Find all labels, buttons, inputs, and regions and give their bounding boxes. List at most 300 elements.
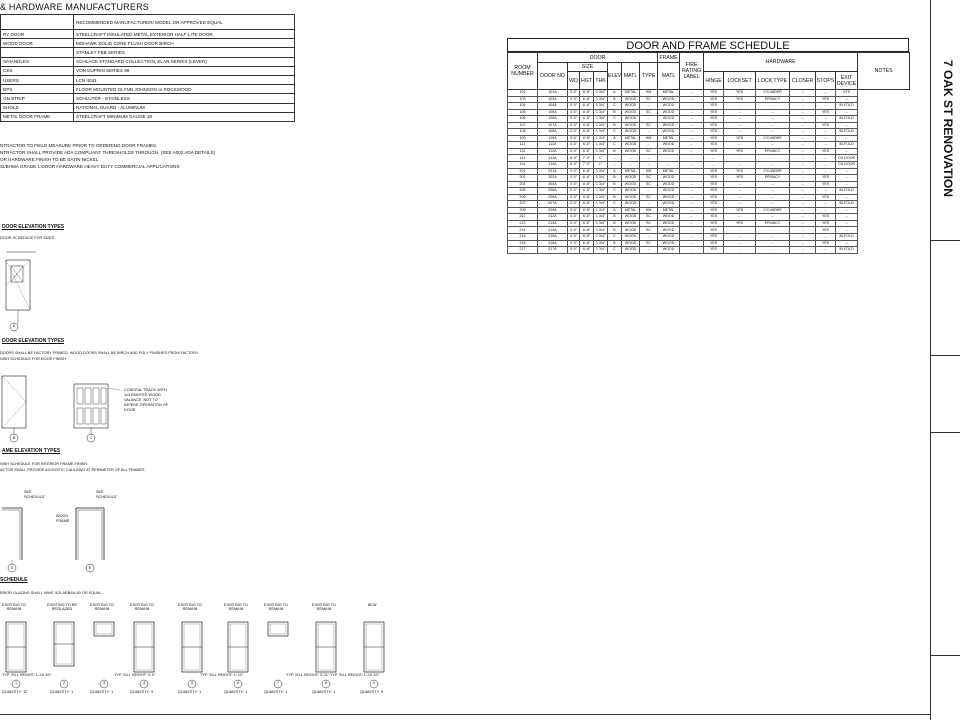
table-cell: 6'-8" (580, 109, 594, 116)
table-cell: 201 (508, 168, 538, 175)
table-cell: B (608, 96, 622, 103)
table-cell: -- (680, 227, 704, 234)
table-cell: 105A (538, 109, 568, 116)
th-room: ROOM NUMBER (508, 53, 538, 90)
table-cell: -- (790, 214, 816, 221)
table-cell: -- (724, 247, 756, 254)
table-cell: YES (704, 90, 724, 97)
table-cell: CYLINDER (756, 168, 790, 175)
sill-height-4: TYP. SILL HEIGHT: 3'-11" (286, 673, 330, 677)
table-cell: WOOD (622, 188, 640, 195)
table-cell: 2'-0" (568, 129, 580, 136)
table-cell: HM (640, 135, 658, 142)
table-cell: SC (640, 175, 658, 182)
th-exit: EXIT DEVICE (836, 72, 858, 90)
hardware-row (1, 75, 295, 84)
table-cell: -- (680, 142, 704, 149)
table-cell: WOOD (658, 103, 680, 110)
table-cell: 3'-0" (568, 109, 580, 116)
table-cell: WOOD (658, 240, 680, 247)
table-cell: 6'-8" (580, 207, 594, 214)
table-cell: 215 (508, 234, 538, 241)
table-cell: PRIVACY (756, 148, 790, 155)
table-cell: -- (790, 168, 816, 175)
conceal-track-note: CONCEAL TRACK WITH 1x3 PAINTED WOOD VALANCE, NOT TO IMPEDE OPERATION OF DOOR (124, 388, 169, 412)
table-cell: 6'-8" (580, 214, 594, 221)
table-cell: 1 3/4" (594, 214, 608, 221)
table-cell: 6'-8" (580, 227, 594, 234)
table-cell: -- (816, 234, 836, 241)
table-cell: BI-FOLD (836, 234, 858, 241)
hardware-item: S/HANDLES (1, 57, 74, 66)
table-cell: C (608, 129, 622, 136)
table-cell: -- (790, 247, 816, 254)
table-cell: 205 (508, 188, 538, 195)
table-cell: -- (640, 247, 658, 254)
table-cell: -- (680, 155, 704, 162)
table-cell: 207A (538, 201, 568, 208)
table-cell: WOOD (622, 234, 640, 241)
table-cell: 6'-8" (580, 234, 594, 241)
window-quantity: QUANTITY: 5 (360, 690, 384, 694)
table-cell: WOOD (658, 148, 680, 155)
table-cell: -- (756, 129, 790, 136)
table-cell: -- (680, 194, 704, 201)
table-cell: 3'-0" (568, 142, 580, 149)
table-cell: YES (704, 109, 724, 116)
table-cell: -- (756, 122, 790, 129)
hardware-row (1, 39, 295, 48)
table-cell: -- (816, 155, 836, 162)
table-cell: -- (724, 129, 756, 136)
hardware-notes (0, 142, 215, 170)
table-cell: -- (816, 142, 836, 149)
table-cell: -- (836, 168, 858, 175)
sill-height-3: TYP. SILL HEIGHT: 1'-10" (200, 673, 244, 677)
table-cell: 104 (508, 103, 538, 110)
table-cell: -- (724, 142, 756, 149)
table-cell: WOOD (658, 194, 680, 201)
table-cell: 6'-8" (580, 175, 594, 182)
table-cell: 3'-0" (568, 220, 580, 227)
table-cell: YES (704, 214, 724, 221)
tag-c: C (89, 436, 93, 440)
table-cell: 1 3/4" (594, 148, 608, 155)
table-cell: WOOD (622, 240, 640, 247)
table-cell: 2'-0" (568, 90, 580, 97)
table-cell: -- (790, 227, 816, 234)
table-cell: 6'-8" (580, 148, 594, 155)
table-cell: YES (724, 207, 756, 214)
table-cell: 202 (508, 175, 538, 182)
table-cell: 6'-8" (580, 142, 594, 149)
title-block-strip (930, 0, 960, 720)
table-cell: BI-FOLD (836, 247, 858, 254)
table-cell: -- (836, 135, 858, 142)
table-cell: -- (680, 109, 704, 116)
window-elevation (226, 618, 256, 698)
th-frame-matl: MATL (658, 63, 680, 90)
table-cell: YES (816, 175, 836, 182)
table-cell: -- (724, 227, 756, 234)
table-cell: WOOD (658, 201, 680, 208)
note-3: OR HARDWARE FINISH TO BE SATIN NICKEL (0, 157, 99, 162)
table-cell: -- (756, 214, 790, 221)
table-cell: YES (816, 181, 836, 188)
table-cell: 201A (538, 168, 568, 175)
table-cell: 108 (508, 129, 538, 136)
table-cell: BI-FOLD (836, 116, 858, 123)
table-cell: B (608, 109, 622, 116)
door-elevation-a (0, 244, 60, 334)
window-elevation (180, 618, 210, 698)
th-hardware: HARDWARE (704, 53, 858, 72)
window-tag: 2 (62, 681, 66, 685)
table-cell: -- (640, 188, 658, 195)
table-cell: C (608, 201, 622, 208)
table-cell: -- (680, 122, 704, 129)
table-cell: -- (790, 142, 816, 149)
window-tag: 4 (142, 681, 146, 685)
wood-frame-label: WOOD FRAME (56, 514, 70, 523)
table-cell: 205A (538, 188, 568, 195)
window-label: EXISTING TO REMAIN (178, 603, 202, 612)
table-cell: -- (790, 129, 816, 136)
table-cell: SC (640, 194, 658, 201)
table-cell: -- (816, 201, 836, 208)
table-cell: -- (680, 175, 704, 182)
table-cell: 1 3/4" (594, 194, 608, 201)
table-cell: 8'-0" (568, 162, 580, 169)
table-cell: WOOD (622, 214, 640, 221)
hardware-table (0, 14, 295, 122)
table-cell: 217A (538, 247, 568, 254)
table-cell: -- (756, 188, 790, 195)
table-cell: 204 (508, 181, 538, 188)
window-tag: 9 (372, 681, 376, 685)
table-cell: -- (790, 207, 816, 214)
table-cell: 7'-0" (580, 155, 594, 162)
table-cell: YES (704, 175, 724, 182)
table-cell: YES (724, 135, 756, 142)
hardware-value: STEELCRAFT MINIMUM GAUGE 18 (74, 112, 295, 121)
window-label: EXISTING TO REMAIN (130, 603, 154, 612)
th-matl: MATL (622, 63, 640, 90)
table-cell: HM (640, 90, 658, 97)
hardware-row (1, 66, 295, 75)
table-cell: YES (704, 201, 724, 208)
table-cell: YES (704, 148, 724, 155)
table-cell: 1 3/4" (594, 240, 608, 247)
th-frame: FRAME (659, 54, 678, 61)
table-cell: 106A (538, 116, 568, 123)
table-cell: -- (680, 90, 704, 97)
table-cell: 3'-0" (568, 135, 580, 142)
table-cell: 114 (508, 162, 538, 169)
table-cell: B (608, 122, 622, 129)
table-cell: YES (704, 240, 724, 247)
note-4: SI/BHMA GRADE 1 DOOR HARDWARE HEAVY DUTY COMMERCIAL APPLICATIONS (0, 164, 180, 169)
table-cell: SC (640, 96, 658, 103)
table-cell: B (608, 240, 622, 247)
th-closer: CLOSER (790, 72, 816, 90)
table-cell: 3'-0" (568, 214, 580, 221)
table-cell: METAL (622, 90, 640, 97)
table-cell: 6'-8" (580, 181, 594, 188)
hardware-value: NATIONAL GUARD - ALUMINUM (74, 103, 295, 112)
table-cell: YES (724, 175, 756, 182)
table-cell: 6'-8" (580, 96, 594, 103)
table-cell: 112A (538, 148, 568, 155)
window-elevation (132, 618, 162, 698)
table-cell: -- (816, 129, 836, 136)
table-cell: YES (704, 207, 724, 214)
table-cell: 1 3/4" (594, 135, 608, 142)
note-2: NTRACTOR SHALL PROVIDE ADA COMPLIANT THRESHOLDS THROUGH. (SEE A002 ADA DETAILS) (0, 150, 216, 155)
table-cell: 3'-0" (568, 207, 580, 214)
table-cell: PRIVACY (756, 220, 790, 227)
frame-types-note1: NISH SCHEDULE FOR INTERIOR FRAME FINISH. (0, 462, 88, 466)
table-cell: -- (680, 168, 704, 175)
window-quantity: QUANTITY: 1 (178, 690, 202, 694)
table-cell: CYLINDER (756, 135, 790, 142)
table-cell: B (608, 148, 622, 155)
table-cell: 1 3/4" (594, 227, 608, 234)
hardware-item (1, 15, 74, 30)
window-elevation (52, 618, 82, 698)
table-cell: -- (680, 207, 704, 214)
window-tag: 8 (324, 681, 328, 685)
table-cell: -- (790, 148, 816, 155)
table-cell: 3'-0" (568, 96, 580, 103)
table-cell: -- (724, 122, 756, 129)
tag-e: E (88, 566, 92, 570)
table-cell: WOOD (622, 227, 640, 234)
table-cell: YES (724, 148, 756, 155)
table-cell: YES (704, 116, 724, 123)
table-cell: 1 3/4" (594, 201, 608, 208)
table-cell: YES (816, 227, 836, 234)
table-cell: 113 (508, 155, 538, 162)
table-cell: -- (640, 234, 658, 241)
hardware-row (1, 112, 295, 121)
table-cell: 3'-0" (568, 194, 580, 201)
window-quantity: QUANTITY: 1 (264, 690, 288, 694)
window-label: EXISTING TO REMAIN (90, 603, 114, 612)
table-cell: 1" (594, 155, 608, 162)
table-cell: -- (640, 103, 658, 110)
table-cell: -- (756, 201, 790, 208)
table-cell: YES (816, 96, 836, 103)
table-cell: -- (816, 207, 836, 214)
table-cell: WOOD (658, 227, 680, 234)
table-cell: -- (680, 214, 704, 221)
wood-types-note2: NISH SCHEDULE FOR DOOR FINISH. (0, 357, 67, 361)
table-cell: -- (790, 122, 816, 129)
table-cell: HM (640, 168, 658, 175)
table-cell: 101 (508, 90, 538, 97)
table-cell: WOOD (658, 220, 680, 227)
table-cell: -- (816, 116, 836, 123)
hardware-value: SCHLAGE STANDARD COLLECTION, ELAN SERIES (LEVER) (74, 57, 295, 66)
table-cell: -- (658, 155, 680, 162)
table-cell: WOOD (622, 142, 640, 149)
th-type: TYPE (640, 63, 658, 90)
table-cell: 113A (538, 155, 568, 162)
table-cell: -- (724, 234, 756, 241)
table-cell: WOOD (622, 116, 640, 123)
table-cell: METAL (622, 207, 640, 214)
table-cell: 1 3/4" (594, 207, 608, 214)
window-tag: 6 (236, 681, 240, 685)
table-cell: 114A (538, 162, 568, 169)
table-cell: -- (640, 155, 658, 162)
table-cell: 206A (538, 194, 568, 201)
wood-types-title: DOOR ELEVATION TYPES (2, 338, 65, 344)
window-tag: 7 (276, 681, 280, 685)
project-title-vertical: 7 OAK ST RENOVATION (941, 60, 955, 197)
table-cell: 103 (508, 96, 538, 103)
hardware-item: SHOLD (1, 103, 74, 112)
table-cell: WOOD (658, 247, 680, 254)
window-schedule-title: SCHEDULE (0, 577, 28, 583)
table-cell: WOOD (622, 122, 640, 129)
window-label: EXISTING TO REMAIN (312, 603, 336, 612)
table-cell: STK (836, 90, 858, 97)
table-cell: -- (640, 142, 658, 149)
table-cell: 1 3/4" (594, 129, 608, 136)
table-cell: -- (836, 240, 858, 247)
table-cell: -- (680, 148, 704, 155)
table-cell: B (608, 227, 622, 234)
table-cell: 1 3/4" (594, 181, 608, 188)
table-cell: -- (724, 109, 756, 116)
table-cell: -- (790, 96, 816, 103)
table-cell: 6'-8" (580, 194, 594, 201)
table-cell: YES (816, 122, 836, 129)
table-cell: -- (724, 103, 756, 110)
table-cell: B (608, 181, 622, 188)
table-cell: 1 3/4" (594, 116, 608, 123)
window-elevation (4, 618, 34, 698)
table-cell: WOOD (658, 175, 680, 182)
table-cell: -- (790, 234, 816, 241)
table-cell: -- (608, 155, 622, 162)
window-label: EXISTING TO REMAIN (224, 603, 248, 612)
table-cell: SC (640, 109, 658, 116)
table-cell: -- (608, 162, 622, 169)
table-cell: -- (680, 162, 704, 169)
table-cell: YES (704, 234, 724, 241)
table-cell: YES (816, 109, 836, 116)
table-cell: 213 (508, 220, 538, 227)
table-cell: WOOD (658, 234, 680, 241)
table-cell: -- (724, 194, 756, 201)
hardware-row (1, 48, 295, 57)
table-cell: 1 3/4" (594, 142, 608, 149)
table-cell: 106 (508, 116, 538, 123)
table-cell: 216 (508, 240, 538, 247)
table-cell: B (608, 194, 622, 201)
table-cell: METAL (658, 90, 680, 97)
table-cell: 1 3/4" (594, 234, 608, 241)
table-cell: WOOD (622, 109, 640, 116)
table-cell: B (608, 175, 622, 182)
table-cell: BI-FOLD (836, 201, 858, 208)
window-quantity: QUANTITY: 1 (312, 690, 336, 694)
tag-d: D (10, 566, 14, 570)
th-door: DOOR (538, 53, 658, 63)
table-cell: 105 (508, 109, 538, 116)
th-fire: FIRE RATING LABEL (680, 53, 704, 90)
th-notes: NOTES (858, 53, 910, 90)
th-locktype: LOCK TYPE (756, 72, 790, 90)
table-cell: 111A (538, 142, 568, 149)
table-cell: 202A (538, 175, 568, 182)
table-cell: A (608, 168, 622, 175)
table-cell: -- (680, 116, 704, 123)
table-cell: -- (816, 135, 836, 142)
table-cell: A (608, 135, 622, 142)
table-cell: YES (816, 220, 836, 227)
table-cell: 1 3/4" (594, 96, 608, 103)
table-cell: METAL (658, 135, 680, 142)
table-cell: SC (640, 181, 658, 188)
table-cell: -- (790, 103, 816, 110)
table-cell: YES (704, 227, 724, 234)
table-cell: C (608, 103, 622, 110)
table-cell: WOOD (658, 214, 680, 221)
table-cell: -- (836, 122, 858, 129)
table-cell: 3'-0" (568, 116, 580, 123)
hardware-row (1, 57, 295, 66)
table-cell: A (608, 207, 622, 214)
table-cell: -- (816, 168, 836, 175)
th-lockset: LOCKSET (724, 72, 756, 90)
table-cell: -- (680, 96, 704, 103)
table-cell: 6'-8" (580, 116, 594, 123)
table-cell: 107A (538, 122, 568, 129)
table-row (508, 247, 910, 254)
table-cell: -- (680, 234, 704, 241)
table-cell: 4'-0" (568, 234, 580, 241)
table-cell: -- (836, 109, 858, 116)
table-cell: 212A (538, 214, 568, 221)
table-cell: A (608, 90, 622, 97)
table-cell: SC (640, 214, 658, 221)
table-cell: 108A (538, 129, 568, 136)
table-cell: -- (680, 188, 704, 195)
hardware-value: RECOMMENDED MANUFACTURER/ MODEL OR APPROVED EQUAL (74, 15, 295, 30)
table-cell: -- (756, 247, 790, 254)
table-cell: -- (790, 90, 816, 97)
table-cell: -- (756, 116, 790, 123)
table-cell: -- (790, 181, 816, 188)
hardware-value: FLOOR MOUNTED GLYNN JOHNSON or ROCKWOOD (74, 85, 295, 94)
table-cell: WOOD (622, 181, 640, 188)
table-cell: 3'-0" (568, 148, 580, 155)
table-cell: 3'-0" (568, 240, 580, 247)
door-elevation-bc (0, 370, 120, 445)
table-cell: -- (836, 214, 858, 221)
table-cell: -- (658, 162, 680, 169)
window-quantity: QUANTITY: 1 (224, 690, 248, 694)
hardware-value: LCN 4041 (74, 75, 295, 84)
table-cell: -- (836, 227, 858, 234)
table-cell: -- (640, 201, 658, 208)
table-cell: BI-FOLD (836, 103, 858, 110)
th-wd: WD (568, 72, 580, 90)
